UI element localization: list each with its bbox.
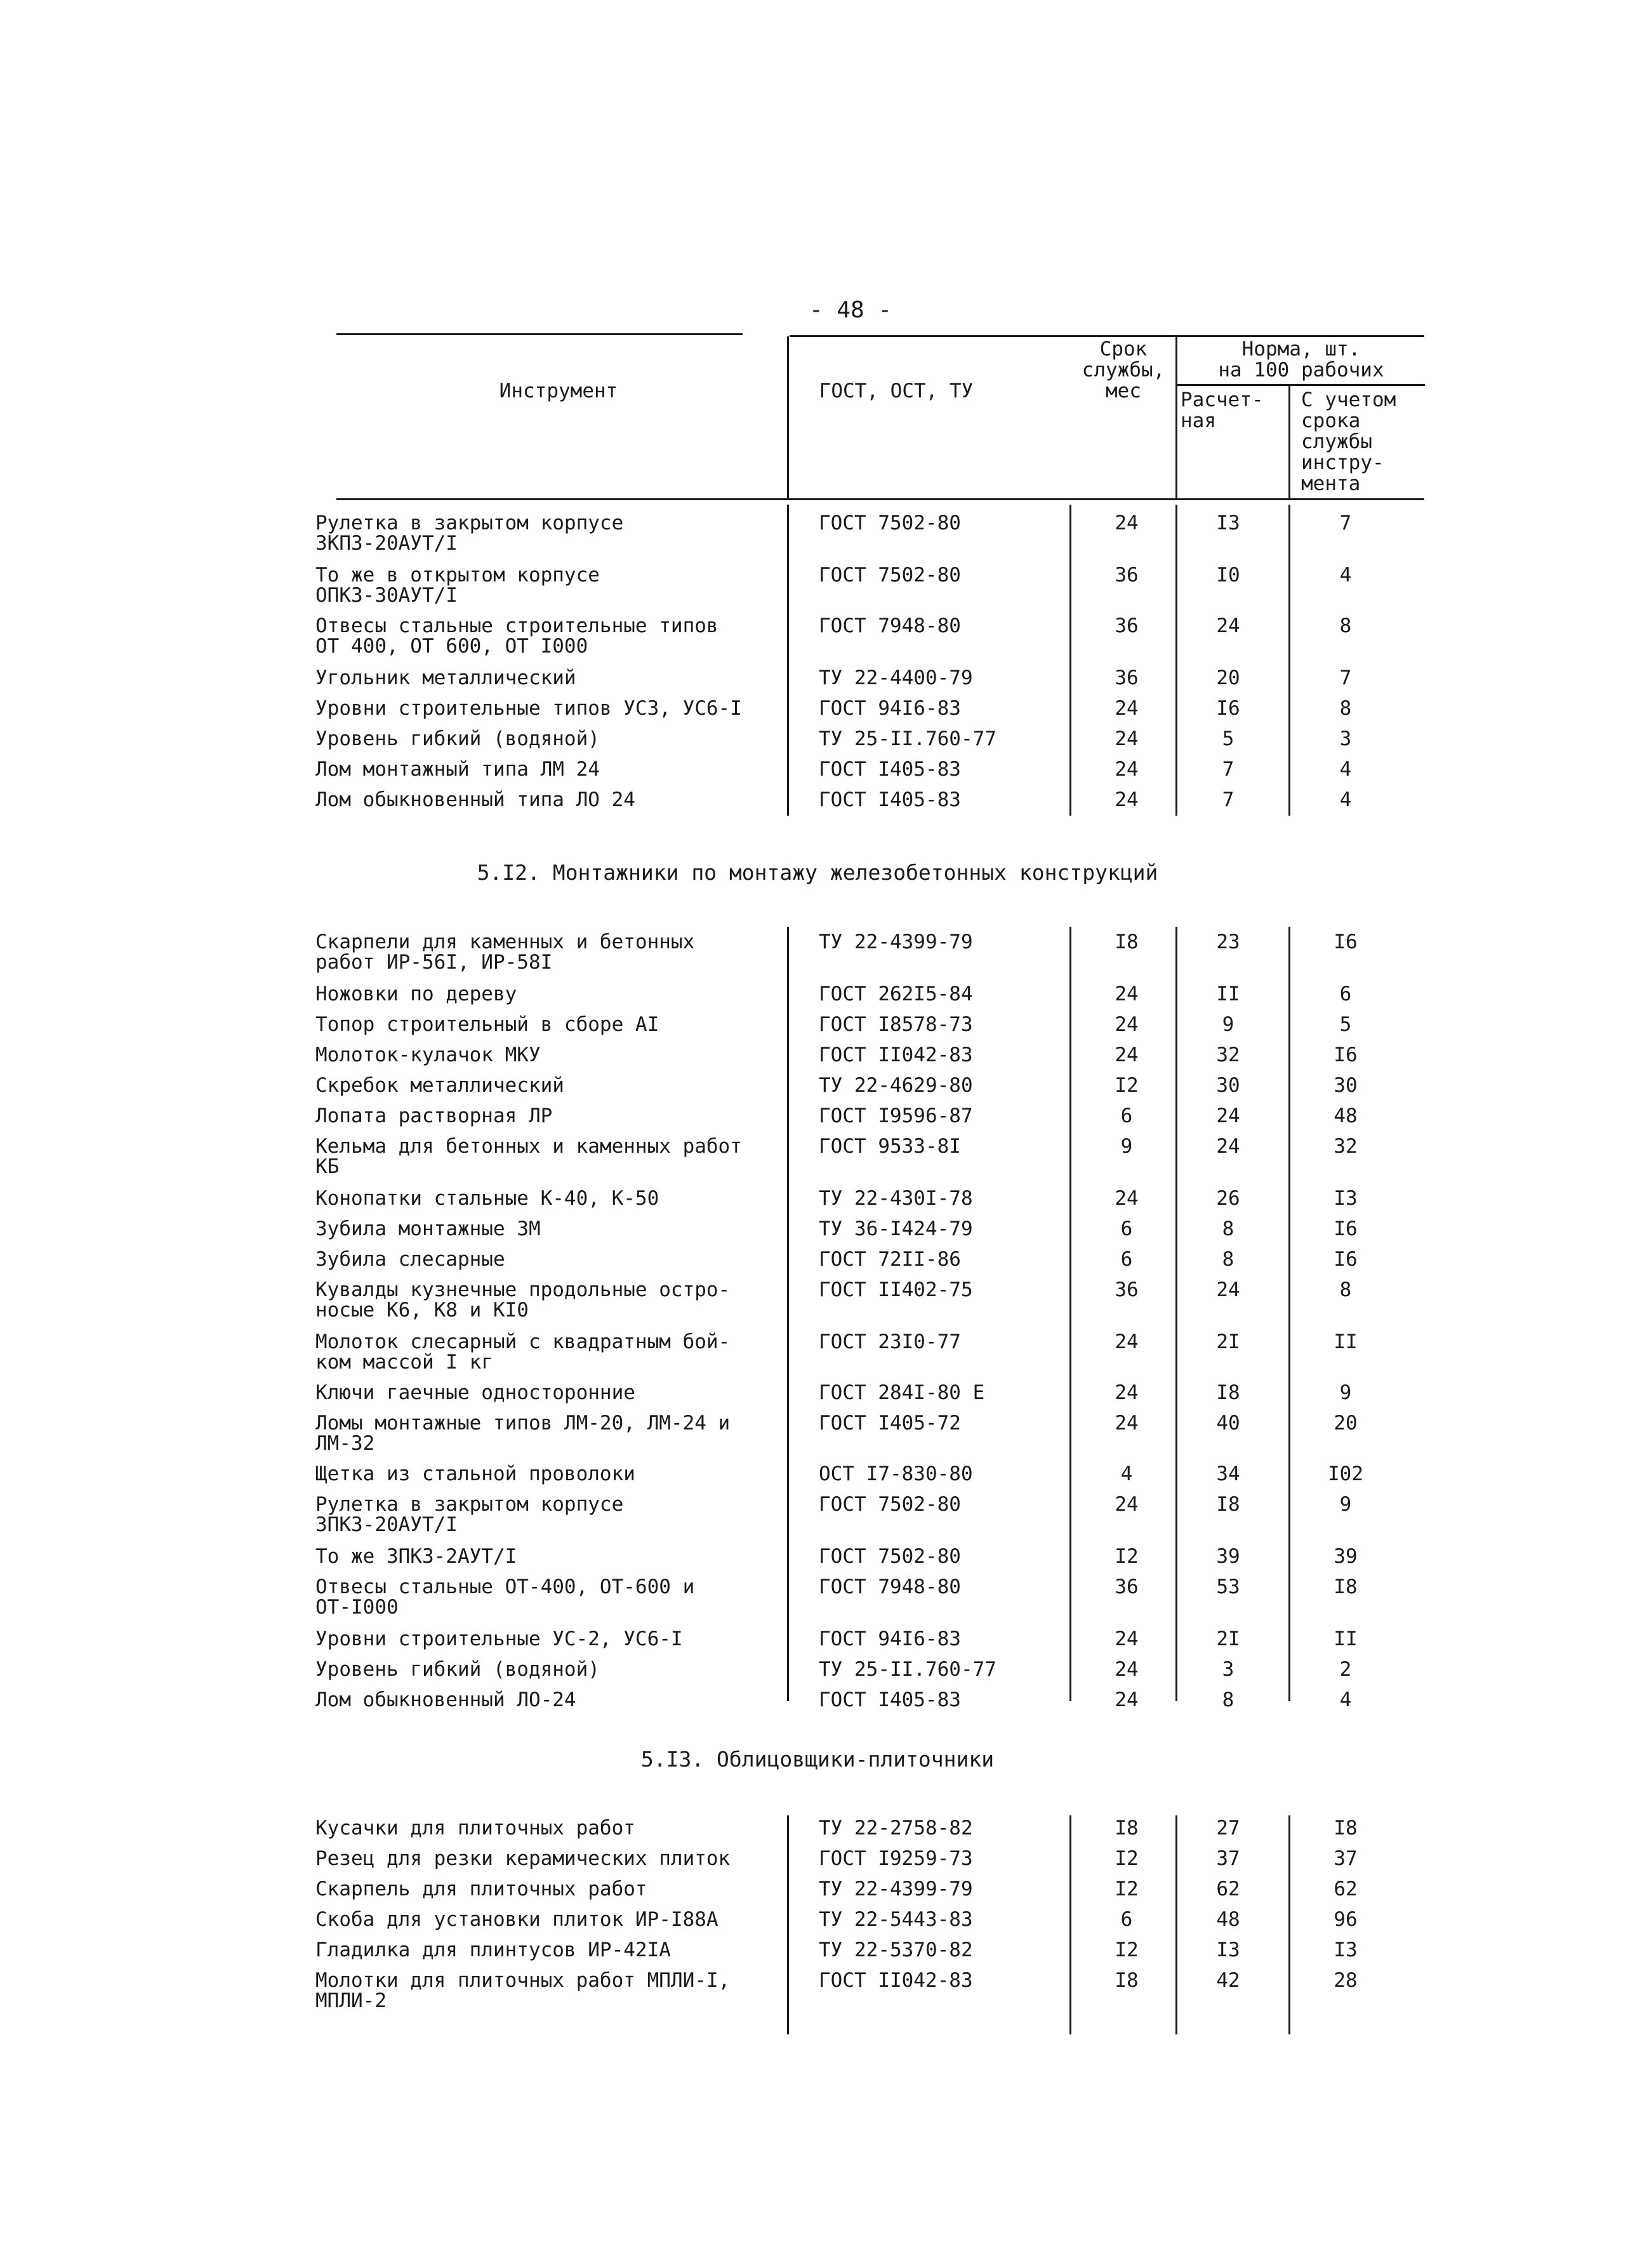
cell-service-life: 24 xyxy=(1115,512,1139,534)
header-calc: Расчет- ная xyxy=(1181,388,1264,432)
cell-instrument xyxy=(315,1383,772,1403)
s2-divider-c xyxy=(1175,927,1177,1701)
instrument-line: То же ЗПКЗ-2АУТ/I xyxy=(315,1545,517,1568)
cell-service-life: 6 xyxy=(1120,1248,1133,1271)
instrument-line: ком массой I кг xyxy=(315,1351,493,1374)
cell-gost: ТУ 22-2758-82 xyxy=(819,1817,973,1840)
page-number: - 48 - xyxy=(809,297,892,323)
cell-gost: ГОСТ I8578-73 xyxy=(819,1013,973,1036)
cell-norm: II xyxy=(1334,1330,1358,1353)
cell-calc: 20 xyxy=(1216,666,1240,689)
cell-instrument xyxy=(315,1577,772,1617)
cell-instrument xyxy=(315,1280,772,1320)
instrument-line: Скарпели для каменных и бетонных xyxy=(315,931,695,953)
instrument-line: носые К6, К8 и КI0 xyxy=(315,1299,529,1322)
cell-instrument xyxy=(315,698,772,719)
instrument-line: ОТ 400, ОТ 600, ОТ I000 xyxy=(315,635,588,658)
cell-calc: I3 xyxy=(1216,1939,1240,1961)
cell-instrument xyxy=(315,1818,772,1838)
cell-gost: ГОСТ I405-83 xyxy=(819,788,961,811)
cell-norm: 48 xyxy=(1334,1104,1358,1127)
instrument-line: Лом обыкновенный ЛО-24 xyxy=(315,1688,576,1711)
cell-service-life: 24 xyxy=(1115,727,1139,750)
instrument-line: Рулетка в закрытом корпусе xyxy=(315,512,624,534)
cell-service-life: 36 xyxy=(1115,1278,1139,1301)
instrument-line: Скарпель для плиточных работ xyxy=(315,1878,647,1900)
cell-calc: 24 xyxy=(1216,614,1240,637)
cell-service-life: 24 xyxy=(1115,1628,1139,1650)
cell-norm: 7 xyxy=(1339,512,1352,534)
instrument-line: работ ИР-56I, ИР-58I xyxy=(315,951,553,974)
instrument-line: Рулетка в закрытом корпусе xyxy=(315,1493,624,1516)
s3-divider-c xyxy=(1175,1815,1177,2034)
instrument-line: Зубила слесарные xyxy=(315,1248,505,1271)
cell-norm: 3 xyxy=(1339,727,1352,750)
cell-service-life: I8 xyxy=(1115,1817,1139,1840)
cell-calc: 62 xyxy=(1216,1878,1240,1900)
instrument-line: Кусачки для плиточных работ xyxy=(315,1817,635,1840)
cell-service-life: 9 xyxy=(1120,1135,1133,1158)
cell-norm: I8 xyxy=(1334,1817,1358,1840)
cell-norm: 32 xyxy=(1334,1135,1358,1158)
cell-instrument xyxy=(315,1464,772,1484)
cell-calc: I8 xyxy=(1216,1493,1240,1516)
cell-service-life: 24 xyxy=(1115,1493,1139,1516)
cell-calc: II xyxy=(1216,983,1240,1005)
cell-gost: ГОСТ 284I-80 Е xyxy=(819,1381,985,1404)
instrument-line: Скребок металлический xyxy=(315,1074,564,1097)
cell-instrument xyxy=(315,729,772,749)
s2-divider-a xyxy=(787,927,789,1701)
s1-divider-d xyxy=(1288,505,1290,816)
instrument-line: Топор строительный в сборе АI xyxy=(315,1013,659,1036)
cell-norm: 30 xyxy=(1334,1074,1358,1097)
section-title-5-13: 5.I3. Облицовщики-плиточники xyxy=(640,1747,995,1772)
cell-calc: 23 xyxy=(1216,931,1240,953)
instrument-line: Лом монтажный типа ЛМ 24 xyxy=(315,758,600,781)
cell-service-life: I8 xyxy=(1115,931,1139,953)
cell-service-life: 24 xyxy=(1115,788,1139,811)
s2-divider-b xyxy=(1069,927,1071,1701)
cell-gost: ТУ 22-430I-78 xyxy=(819,1187,973,1210)
cell-calc: 40 xyxy=(1216,1412,1240,1435)
cell-service-life: 4 xyxy=(1120,1462,1133,1485)
cell-norm: I6 xyxy=(1334,1044,1358,1066)
cell-instrument xyxy=(315,790,772,810)
cell-service-life: 24 xyxy=(1115,1412,1139,1435)
cell-gost: ГОСТ 7502-80 xyxy=(819,564,961,587)
cell-calc: 9 xyxy=(1222,1013,1235,1036)
cell-calc: 39 xyxy=(1216,1545,1240,1568)
cell-instrument xyxy=(315,1249,772,1270)
instrument-line: Молоток слесарный с квадратным бой- xyxy=(315,1330,731,1353)
section-title-5-12: 5.I2. Монтажники по монтажу железобетонных конструкций xyxy=(477,860,1158,885)
cell-service-life: 24 xyxy=(1115,1187,1139,1210)
cell-norm: 28 xyxy=(1334,1969,1358,1992)
cell-calc: I0 xyxy=(1216,564,1240,587)
instrument-line: Скоба для установки плиток ИР-I88А xyxy=(315,1908,718,1931)
cell-service-life: I2 xyxy=(1115,1545,1139,1568)
cell-instrument xyxy=(315,932,772,972)
cell-instrument xyxy=(315,1546,772,1567)
cell-instrument xyxy=(315,1970,772,2011)
cell-service-life: I2 xyxy=(1115,1074,1139,1097)
cell-norm: 96 xyxy=(1334,1908,1358,1931)
cell-instrument xyxy=(315,1136,772,1177)
s3-divider-a xyxy=(787,1815,789,2034)
cell-instrument xyxy=(315,1188,772,1209)
s3-divider-d xyxy=(1288,1815,1290,2034)
cell-calc: 7 xyxy=(1222,758,1235,781)
cell-instrument xyxy=(315,1075,772,1096)
cell-calc: I6 xyxy=(1216,697,1240,720)
cell-calc: 8 xyxy=(1222,1688,1235,1711)
instrument-line: Уровни строительные типов УС3, УС6-I xyxy=(315,697,742,720)
cell-gost: ГОСТ I9596-87 xyxy=(819,1104,973,1127)
cell-calc: 3 xyxy=(1222,1658,1235,1681)
instrument-line: Кувалды кузнечные продольные остро- xyxy=(315,1278,731,1301)
cell-norm: 8 xyxy=(1339,614,1352,637)
instrument-line: Отвесы стальные строительные типов xyxy=(315,614,718,637)
cell-calc: 7 xyxy=(1222,788,1235,811)
cell-instrument xyxy=(315,1106,772,1126)
instrument-line: ОТ-I000 xyxy=(315,1596,399,1619)
cell-norm: 7 xyxy=(1339,666,1352,689)
instrument-line: Ножовки по дереву xyxy=(315,983,517,1005)
header-gost: ГОСТ, ОСТ, ТУ xyxy=(819,380,974,402)
cell-instrument xyxy=(315,1879,772,1899)
cell-norm: I3 xyxy=(1334,1187,1358,1210)
cell-norm: 62 xyxy=(1334,1878,1358,1900)
cell-norm: 8 xyxy=(1339,697,1352,720)
s1-divider-b xyxy=(1069,505,1071,816)
cell-instrument xyxy=(315,984,772,1004)
cell-calc: 2I xyxy=(1216,1330,1240,1353)
cell-instrument xyxy=(315,1413,772,1454)
cell-calc: 42 xyxy=(1216,1969,1240,1992)
cell-instrument xyxy=(315,759,772,779)
instrument-line: Отвесы стальные ОТ-400, ОТ-600 и xyxy=(315,1575,695,1598)
cell-gost: ГОСТ 7502-80 xyxy=(819,1493,961,1516)
cell-service-life: 24 xyxy=(1115,983,1139,1005)
cell-gost: ГОСТ I405-83 xyxy=(819,758,961,781)
cell-instrument xyxy=(315,1014,772,1035)
cell-instrument xyxy=(315,668,772,688)
cell-gost: ТУ 25-II.760-77 xyxy=(819,727,996,750)
cell-instrument xyxy=(315,513,772,554)
instrument-line: Ломы монтажные типов ЛМ-20, ЛМ-24 и xyxy=(315,1412,731,1435)
instrument-line: Щетка из стальной проволоки xyxy=(315,1462,635,1485)
cell-gost: ТУ 36-I424-79 xyxy=(819,1217,973,1240)
cell-gost: ГОСТ 7948-80 xyxy=(819,1575,961,1598)
cell-norm: 5 xyxy=(1339,1013,1352,1036)
cell-instrument xyxy=(315,1848,772,1869)
header-with-life: С учетом срока службы инстру- мента xyxy=(1301,388,1396,495)
cell-calc: 2I xyxy=(1216,1628,1240,1650)
instrument-line: Конопатки стальные К-40, К-50 xyxy=(315,1187,659,1210)
cell-calc: 37 xyxy=(1216,1847,1240,1870)
cell-gost: ГОСТ II042-83 xyxy=(819,1044,973,1066)
cell-instrument xyxy=(315,1659,772,1680)
header-norm: Норма, шт. на 100 рабочих xyxy=(1218,338,1384,381)
header-top-rule-left xyxy=(336,333,743,335)
cell-gost: ГОСТ 7502-80 xyxy=(819,1545,961,1568)
instrument-line: КБ xyxy=(315,1155,340,1178)
s2-divider-d xyxy=(1288,927,1290,1701)
instrument-line: Кельма для бетонных и каменных работ xyxy=(315,1135,742,1158)
cell-norm: I02 xyxy=(1328,1462,1363,1485)
s3-divider-b xyxy=(1069,1815,1071,2034)
cell-gost: ТУ 22-5443-83 xyxy=(819,1908,973,1931)
header-top-rule-right xyxy=(790,335,1424,337)
instrument-line: Уровень гибкий (водяной) xyxy=(315,1658,600,1681)
cell-gost: ГОСТ I405-72 xyxy=(819,1412,961,1435)
cell-gost: ГОСТ 94I6-83 xyxy=(819,1628,961,1650)
instrument-line: ОПКЗ-30АУТ/I xyxy=(315,584,458,607)
cell-norm: 9 xyxy=(1339,1493,1352,1516)
cell-norm: 4 xyxy=(1339,788,1352,811)
s1-divider-c xyxy=(1175,505,1177,816)
instrument-line: Угольник металлический xyxy=(315,666,576,689)
header-divider-2 xyxy=(1175,336,1177,499)
cell-service-life: 24 xyxy=(1115,1330,1139,1353)
cell-gost: ГОСТ 72II-86 xyxy=(819,1248,961,1271)
cell-gost: ТУ 22-4629-80 xyxy=(819,1074,973,1097)
cell-norm: 6 xyxy=(1339,983,1352,1005)
instrument-line: ЛМ-32 xyxy=(315,1432,375,1455)
cell-service-life: 36 xyxy=(1115,564,1139,587)
instrument-line: Уровень гибкий (водяной) xyxy=(315,727,600,750)
cell-calc: 8 xyxy=(1222,1217,1235,1240)
cell-calc: 8 xyxy=(1222,1248,1235,1271)
instrument-line: Молоток-кулачок МКУ xyxy=(315,1044,541,1066)
cell-service-life: 24 xyxy=(1115,1013,1139,1036)
cell-instrument xyxy=(315,1332,772,1372)
cell-norm: II xyxy=(1334,1628,1358,1650)
cell-calc: 24 xyxy=(1216,1104,1240,1127)
cell-instrument xyxy=(315,1219,772,1239)
cell-gost: ТУ 22-4399-79 xyxy=(819,1878,973,1900)
cell-calc: 27 xyxy=(1216,1817,1240,1840)
cell-service-life: 36 xyxy=(1115,1575,1139,1598)
cell-instrument xyxy=(315,1629,772,1649)
instrument-line: ЗПКЗ-20АУТ/I xyxy=(315,1513,458,1536)
cell-service-life: I2 xyxy=(1115,1847,1139,1870)
cell-gost: ТУ 22-4399-79 xyxy=(819,931,973,953)
cell-calc: 26 xyxy=(1216,1187,1240,1210)
cell-service-life: I8 xyxy=(1115,1969,1139,1992)
cell-calc: 24 xyxy=(1216,1135,1240,1158)
cell-instrument xyxy=(315,1909,772,1930)
cell-gost: ТУ 25-II.760-77 xyxy=(819,1658,996,1681)
cell-gost: ОСТ I7-830-80 xyxy=(819,1462,973,1485)
instrument-line: Гладилка для плинтусов ИР-42IА xyxy=(315,1939,671,1961)
cell-service-life: 6 xyxy=(1120,1104,1133,1127)
instrument-line: Лом обыкновенный типа ЛО 24 xyxy=(315,788,635,811)
cell-service-life: 24 xyxy=(1115,697,1139,720)
cell-service-life: 36 xyxy=(1115,614,1139,637)
cell-service-life: 6 xyxy=(1120,1908,1133,1931)
instrument-line: Лопата растворная ЛР xyxy=(315,1104,553,1127)
instrument-line: То же в открытом корпусе xyxy=(315,564,600,587)
cell-service-life: 24 xyxy=(1115,758,1139,781)
cell-gost: ГОСТ I405-83 xyxy=(819,1688,961,1711)
cell-norm: 4 xyxy=(1339,1688,1352,1711)
header-divider-3 xyxy=(1288,385,1290,499)
cell-norm: 9 xyxy=(1339,1381,1352,1404)
header-divider-1 xyxy=(787,336,789,499)
cell-calc: I3 xyxy=(1216,512,1240,534)
cell-norm: I8 xyxy=(1334,1575,1358,1598)
s1-divider-a xyxy=(787,505,789,816)
header-norm-rule xyxy=(1177,384,1425,386)
cell-gost: ГОСТ 7502-80 xyxy=(819,512,961,534)
cell-norm: I6 xyxy=(1334,1217,1358,1240)
instrument-line: ЗКПЗ-20АУТ/I xyxy=(315,532,458,555)
cell-gost: ГОСТ 23I0-77 xyxy=(819,1330,961,1353)
cell-instrument xyxy=(315,1494,772,1535)
instrument-line: Ключи гаечные односторонние xyxy=(315,1381,635,1404)
cell-calc: I8 xyxy=(1216,1381,1240,1404)
cell-instrument xyxy=(315,1045,772,1065)
cell-service-life: 36 xyxy=(1115,666,1139,689)
cell-calc: 30 xyxy=(1216,1074,1240,1097)
cell-service-life: I2 xyxy=(1115,1939,1139,1961)
header-bottom-rule xyxy=(336,498,1424,500)
cell-instrument xyxy=(315,616,772,656)
cell-calc: 48 xyxy=(1216,1908,1240,1931)
cell-norm: 4 xyxy=(1339,758,1352,781)
cell-norm: 39 xyxy=(1334,1545,1358,1568)
cell-calc: 32 xyxy=(1216,1044,1240,1066)
cell-gost: ГОСТ 9533-8I xyxy=(819,1135,961,1158)
cell-gost: ТУ 22-5370-82 xyxy=(819,1939,973,1961)
cell-service-life: 24 xyxy=(1115,1044,1139,1066)
cell-norm: I6 xyxy=(1334,931,1358,953)
instrument-line: Молотки для плиточных работ МПЛИ-I, xyxy=(315,1969,731,1992)
cell-calc: 34 xyxy=(1216,1462,1240,1485)
instrument-line: Резец для резки керамических плиток xyxy=(315,1847,731,1870)
cell-norm: 4 xyxy=(1339,564,1352,587)
cell-gost: ГОСТ I9259-73 xyxy=(819,1847,973,1870)
header-service-life: Срок службы, мес xyxy=(1082,338,1165,402)
cell-service-life: 24 xyxy=(1115,1688,1139,1711)
cell-service-life: 24 xyxy=(1115,1658,1139,1681)
cell-norm: 8 xyxy=(1339,1278,1352,1301)
cell-instrument xyxy=(315,565,772,606)
cell-norm: 20 xyxy=(1334,1412,1358,1435)
cell-service-life: 24 xyxy=(1115,1381,1139,1404)
cell-norm: 2 xyxy=(1339,1658,1352,1681)
cell-gost: ГОСТ 7948-80 xyxy=(819,614,961,637)
cell-norm: 37 xyxy=(1334,1847,1358,1870)
instrument-line: Уровни строительные УС-2, УС6-I xyxy=(315,1628,683,1650)
cell-calc: 53 xyxy=(1216,1575,1240,1598)
cell-gost: ГОСТ 94I6-83 xyxy=(819,697,961,720)
cell-calc: 24 xyxy=(1216,1278,1240,1301)
instrument-line: МПЛИ-2 xyxy=(315,1989,387,2012)
cell-gost: ГОСТ II402-75 xyxy=(819,1278,973,1301)
cell-gost: ТУ 22-4400-79 xyxy=(819,666,973,689)
cell-norm: I3 xyxy=(1334,1939,1358,1961)
cell-service-life: 6 xyxy=(1120,1217,1133,1240)
cell-service-life: I2 xyxy=(1115,1878,1139,1900)
instrument-line: Зубила монтажные ЗМ xyxy=(315,1217,541,1240)
header-instrument: Инструмент xyxy=(499,380,618,402)
cell-instrument xyxy=(315,1690,772,1710)
cell-gost: ГОСТ II042-83 xyxy=(819,1969,973,1992)
cell-norm: I6 xyxy=(1334,1248,1358,1271)
cell-calc: 5 xyxy=(1222,727,1235,750)
cell-instrument xyxy=(315,1940,772,1960)
cell-gost: ГОСТ 262I5-84 xyxy=(819,983,973,1005)
